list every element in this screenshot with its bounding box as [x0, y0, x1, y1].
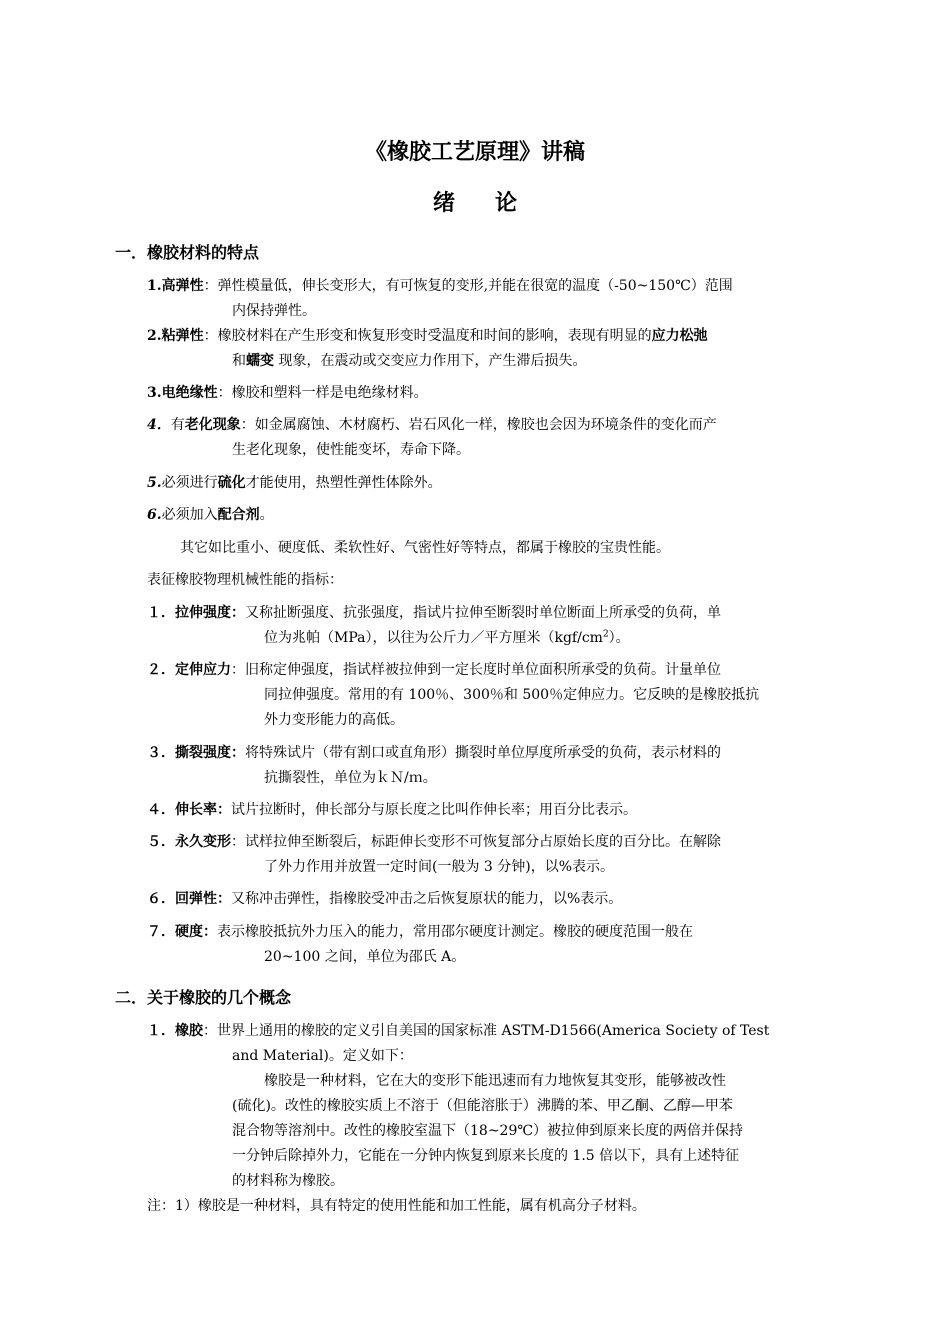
feature-text-continued: 内保持弹性。 [232, 303, 316, 319]
indicator-label: 永久变形 [175, 834, 231, 850]
indicator-text-continued: 了外力作用并放置一定时间(一般为 3 分钟)，以%表示。 [264, 859, 615, 875]
indicator-separator: ： [231, 834, 245, 850]
indicator-item [147, 741, 837, 766]
note-text: 注：1）橡胶是一种材料，具有特定的使用性能和加工性能，属有机高分子材料。 [147, 1198, 646, 1214]
feature-text: 和 [232, 353, 246, 369]
feature-prefix: 必须加入 [161, 507, 218, 523]
indicator-item [147, 798, 837, 823]
indicator-item [147, 601, 837, 626]
indicator-text-continued [264, 626, 630, 651]
indicator-text: 又称扯断强度、抗张强度，指试片拉伸至断裂时单位断面上所承受的负荷，单 [245, 605, 721, 621]
indicator-number: １． [147, 605, 175, 621]
indicator-text-continued: 同拉伸强度。常用的有 100％、300％和 500％定伸应力。它反映的是橡胶抵抗 [264, 687, 760, 703]
feature-label: 高弹性 [161, 278, 204, 294]
definition-line: 橡胶是一种材料，它在大的变形下能迅速而有力地恢复其变形，能够被改性 [264, 1073, 726, 1089]
section-heading: 一．橡胶材料的特点 [115, 243, 260, 262]
concept-item [147, 1019, 837, 1044]
definition-line: (硫化)。改性的橡胶实质上不溶于（但能溶胀于）沸腾的苯、甲乙酮、乙醇—甲苯 [232, 1098, 733, 1114]
indicator-number: ５． [147, 834, 175, 850]
feature-item [147, 471, 837, 496]
indicator-label: 定伸应力 [175, 662, 231, 678]
indicator-text: 又称冲击弹性，指橡胶受冲击之后恢复原状的能力，以%表示。 [231, 891, 623, 907]
feature-separator: ： [217, 385, 232, 401]
indicator-text: 试片拉断时，伸长部分与原长度之比叫作伸长率；用百分比表示。 [231, 802, 637, 818]
feature-item [147, 381, 837, 406]
feature-text: 橡胶和塑料一样是电绝缘材料。 [231, 385, 428, 401]
feature-keyword: 蠕变 [246, 353, 274, 369]
indicator-text: 将特殊试片（带有割口或直角形）撕裂时单位厚度所承受的负荷，表示材料的 [245, 745, 721, 761]
document-subtitle: 绪论 [432, 191, 557, 216]
feature-separator: ： [203, 278, 218, 294]
feature-label: 电绝缘性 [161, 385, 218, 401]
indicator-number: ３． [147, 745, 175, 761]
definition-line: 一分钟后除掉外力，它能在一分钟内恢复到原来长度的 1.5 倍以下，具有上述特征 [232, 1148, 740, 1164]
feature-number: 5. [147, 475, 162, 491]
superscript: 2 [602, 629, 609, 640]
feature-text: 现象，在震动或交变应力作用下，产生滞后损失。 [274, 353, 587, 369]
feature-text: 。 [259, 507, 274, 523]
indicator-number: ７． [147, 924, 175, 940]
feature-text: 弹性模量低，伸长变形大，有可恢复的变形,并能在很宽的温度（-50~150℃）范围 [217, 278, 733, 294]
feature-prefix: 有 [170, 417, 185, 433]
feature-number: 6. [147, 507, 162, 523]
indicator-number: ６． [147, 891, 175, 907]
indicator-text: 表示橡胶抵抗外力压入的能力，常用邵尔硬度计测定。橡胶的硬度范围一般在 [217, 924, 693, 940]
concept-text: 世界上通用的橡胶的定义引自美国的国家标准 ASTM-D1566(America Society of Test [217, 1023, 770, 1039]
indicator-text: ）。 [608, 630, 630, 646]
indicator-number: ２． [147, 662, 175, 678]
indicator-text: 旧称定伸强度，指试样被拉伸到一定长度时单位面积所承受的负荷。计量单位 [245, 662, 721, 678]
document-title: 《橡胶工艺原理》讲稿 [364, 140, 585, 165]
feature-label: 老化现象 [184, 417, 241, 433]
feature-item [147, 413, 837, 438]
feature-text-continued [232, 349, 586, 374]
definition-line: 的材料称为橡胶。 [232, 1173, 344, 1189]
indicator-text-continued: 外力变形能力的高低。 [264, 712, 404, 728]
other-properties-text: 其它如比重小、硬度低、柔软性好、气密性好等特点，都属于橡胶的宝贵性能。 [180, 540, 670, 556]
indicator-item [147, 830, 837, 855]
section-heading: 二．关于橡胶的几个概念 [115, 988, 292, 1007]
feature-prefix: 必须进行 [161, 475, 218, 491]
indicator-label: 撕裂强度： [175, 745, 245, 761]
indicator-label: 拉伸强度： [175, 605, 245, 621]
feature-keyword: 应力松弛 [651, 328, 708, 344]
feature-label: 配合剂 [217, 507, 260, 523]
indicator-text: 试样拉伸至断裂后，标距伸长变形不可恢复部分占原始长度的百分比。在解除 [245, 834, 721, 850]
indicators-intro: 表征橡胶物理机械性能的指标： [147, 572, 343, 588]
feature-separator: ： [203, 328, 218, 344]
feature-number: 2. [147, 328, 162, 344]
indicator-label: 回弹性： [175, 891, 231, 907]
feature-item [147, 324, 837, 349]
indicator-text-continued: 20~100 之间，单位为邵氏 A。 [264, 949, 466, 965]
feature-number: 1. [147, 278, 162, 294]
feature-item [147, 503, 837, 528]
feature-separator: ： [240, 417, 255, 433]
indicator-text: 位为兆帕（MPa），以往为公斤力／平方厘米（kgf/cm [264, 630, 603, 646]
indicator-item [147, 658, 837, 683]
feature-item [147, 274, 837, 299]
feature-text: 橡胶材料在产生形变和恢复形变时受温度和时间的影响，表现有明显的 [217, 328, 652, 344]
feature-label: 粘弹性 [161, 328, 204, 344]
feature-text: 如金属腐蚀、木材腐朽、岩石风化一样，橡胶也会因为环境条件的变化而产 [254, 417, 717, 433]
concept-text-continued: and Material)。定义如下： [232, 1048, 413, 1064]
feature-label: 硫化 [217, 475, 246, 491]
indicator-label: 伸长率： [175, 802, 231, 818]
feature-text: 才能使用，热塑性弹性体除外。 [245, 475, 442, 491]
indicator-text-continued: 抗撕裂性，单位为ｋＮ/ｍ。 [264, 770, 437, 786]
feature-number: 4． [147, 417, 171, 433]
definition-line: 混合物等溶剂中。改性的橡胶室温下（18~29℃）被拉伸到原来长度的两倍并保持 [232, 1123, 744, 1139]
indicator-number: ４． [147, 802, 175, 818]
indicator-item [147, 887, 837, 912]
concept-number: １． [147, 1023, 175, 1039]
concept-separator: ： [203, 1023, 217, 1039]
concept-label: 橡胶 [175, 1023, 203, 1039]
feature-text-continued: 生老化现象，使性能变坏，寿命下降。 [232, 442, 470, 458]
indicator-item [147, 920, 837, 945]
indicator-label: 硬度： [175, 924, 217, 940]
indicator-separator: ： [231, 662, 245, 678]
feature-number: 3. [147, 385, 162, 401]
